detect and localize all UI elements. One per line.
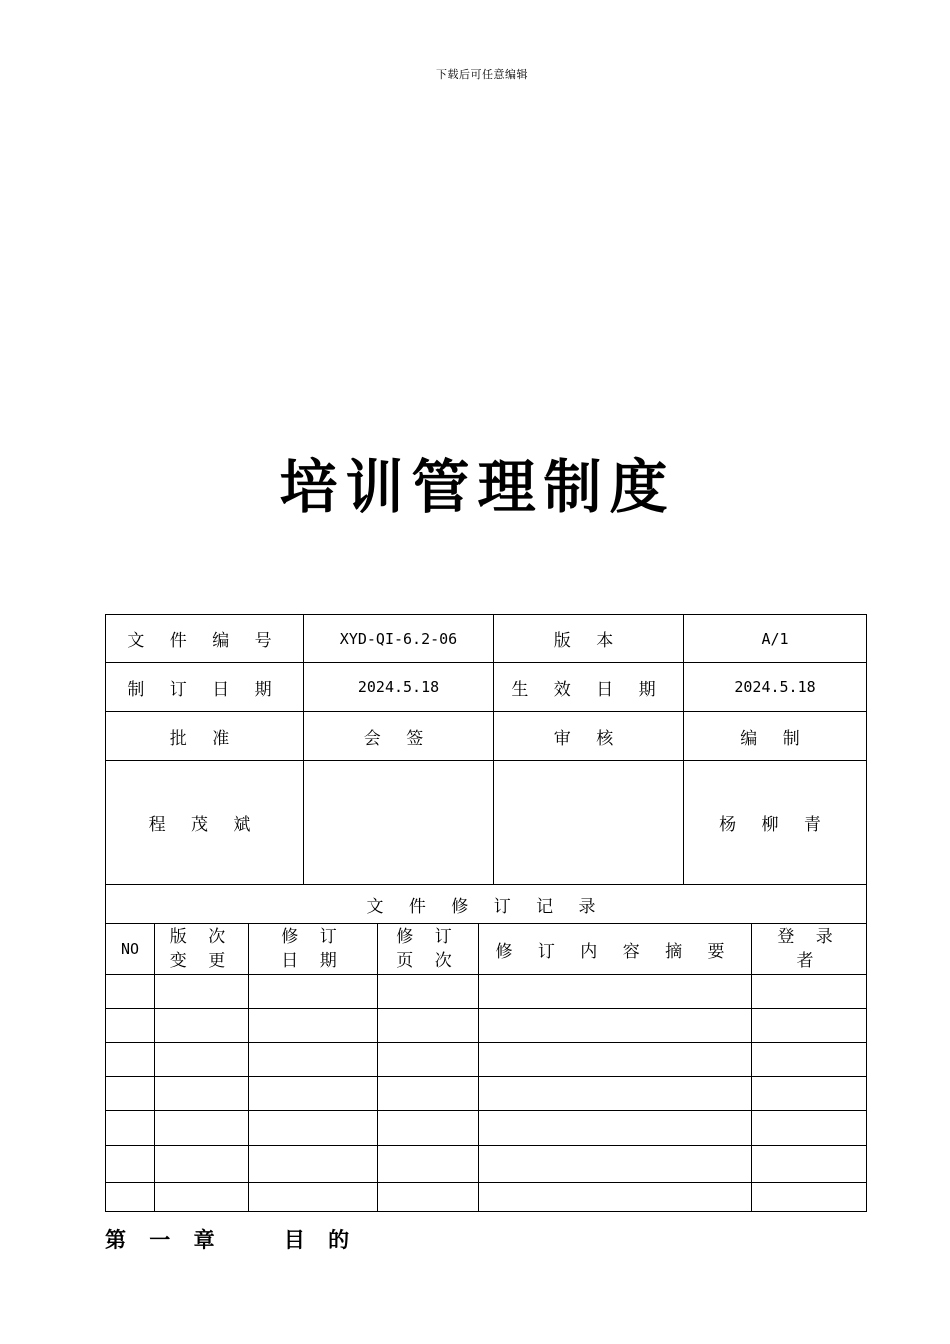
cell-version-change	[155, 1077, 249, 1111]
cell-revision-summary	[479, 975, 752, 1009]
cell-revision-page	[378, 975, 479, 1009]
revision-row	[106, 1009, 867, 1043]
cell-registrar	[752, 1111, 867, 1146]
cell-registrar	[752, 975, 867, 1009]
cell-revision-date	[249, 1183, 378, 1212]
doc-no-value: XYD-QI-6.2-06	[304, 615, 494, 663]
cell-version-change	[155, 1009, 249, 1043]
header-registrar-line2: 者	[796, 951, 822, 971]
cell-revision-page	[378, 1077, 479, 1111]
chapter-heading: 第 一 章 目 的	[105, 1228, 358, 1252]
countersign-label: 会 签	[304, 712, 494, 761]
revision-title-row	[106, 885, 867, 924]
info-row-doc-no	[106, 615, 867, 663]
cell-registrar	[752, 1077, 867, 1111]
revision-row	[106, 1043, 867, 1077]
cell-revision-summary	[479, 1183, 752, 1212]
cell-no	[106, 1111, 155, 1146]
cell-revision-page	[378, 1146, 479, 1183]
revision-header-row	[106, 924, 867, 975]
cell-no	[106, 975, 155, 1009]
revision-row	[106, 1077, 867, 1111]
revision-row	[106, 1183, 867, 1212]
cell-revision-summary	[479, 1146, 752, 1183]
revision-row	[106, 1146, 867, 1183]
effective-date-label: 生 效 日 期	[494, 663, 684, 712]
cell-registrar	[752, 1183, 867, 1212]
header-revision-summary: 修 订 内 容 摘 要	[479, 924, 752, 975]
document-info-table	[105, 614, 867, 884]
cell-registrar	[752, 1009, 867, 1043]
approver-name: 程 茂 斌	[106, 761, 304, 884]
revision-row	[106, 975, 867, 1009]
info-row-sign-labels	[106, 712, 867, 761]
cell-no	[106, 1077, 155, 1111]
cell-revision-date	[249, 1043, 378, 1077]
cell-version-change	[155, 1183, 249, 1212]
cell-version-change	[155, 975, 249, 1009]
cell-version-change	[155, 1043, 249, 1077]
cell-revision-date	[249, 1111, 378, 1146]
cell-no	[106, 1146, 155, 1183]
cell-no	[106, 1009, 155, 1043]
cell-version-change	[155, 1146, 249, 1183]
header-no: NO	[106, 924, 155, 975]
cell-revision-summary	[479, 1009, 752, 1043]
cell-registrar	[752, 1146, 867, 1183]
cell-version-change	[155, 1111, 249, 1146]
cell-revision-date	[249, 1146, 378, 1183]
cell-revision-page	[378, 1043, 479, 1077]
cell-revision-page	[378, 1183, 479, 1212]
header-revision-date	[249, 924, 378, 975]
header-revision-date-line2: 日 期	[281, 951, 345, 971]
cell-revision-page	[378, 1111, 479, 1146]
cell-revision-summary	[479, 1111, 752, 1146]
header-version-change-line2: 变 更	[169, 951, 234, 971]
cell-revision-date	[249, 1077, 378, 1111]
version-value: A/1	[684, 615, 867, 663]
issue-date-label: 制 订 日 期	[106, 663, 304, 712]
reviewer-name	[494, 761, 684, 884]
cell-revision-summary	[479, 1077, 752, 1111]
header-revision-page-line2: 页 次	[396, 951, 460, 971]
cell-revision-page	[378, 1009, 479, 1043]
issue-date-value: 2024.5.18	[304, 663, 494, 712]
cell-revision-date	[249, 1009, 378, 1043]
document-title: 培训管理制度	[279, 453, 676, 521]
cell-revision-date	[249, 975, 378, 1009]
cell-revision-summary	[479, 1043, 752, 1077]
doc-no-label: 文 件 编 号	[106, 615, 304, 663]
header-registrar	[752, 924, 867, 975]
header-version-change	[155, 924, 249, 975]
effective-date-value: 2024.5.18	[684, 663, 867, 712]
revision-row	[106, 1111, 867, 1146]
header-revision-page	[378, 924, 479, 975]
revision-section-title: 文 件 修 订 记 录	[106, 885, 867, 924]
review-label: 审 核	[494, 712, 684, 761]
header-revision-page-line1: 修 订	[396, 927, 460, 947]
header-version-change-line1: 版 次	[169, 927, 234, 947]
info-row-dates	[106, 663, 867, 712]
countersigner-name	[304, 761, 494, 884]
cell-no	[106, 1043, 155, 1077]
prepare-label: 编 制	[684, 712, 867, 761]
header-note: 下载后可任意编辑	[436, 68, 528, 81]
header-revision-date-line1: 修 订	[281, 927, 345, 947]
approve-label: 批 准	[106, 712, 304, 761]
version-label: 版 本	[494, 615, 684, 663]
cell-registrar	[752, 1043, 867, 1077]
preparer-name: 杨 柳 青	[684, 761, 867, 884]
header-registrar-line1: 登 录	[777, 927, 841, 947]
cell-no	[106, 1183, 155, 1212]
revision-record-table	[105, 884, 867, 1212]
info-row-signatures	[106, 761, 867, 884]
